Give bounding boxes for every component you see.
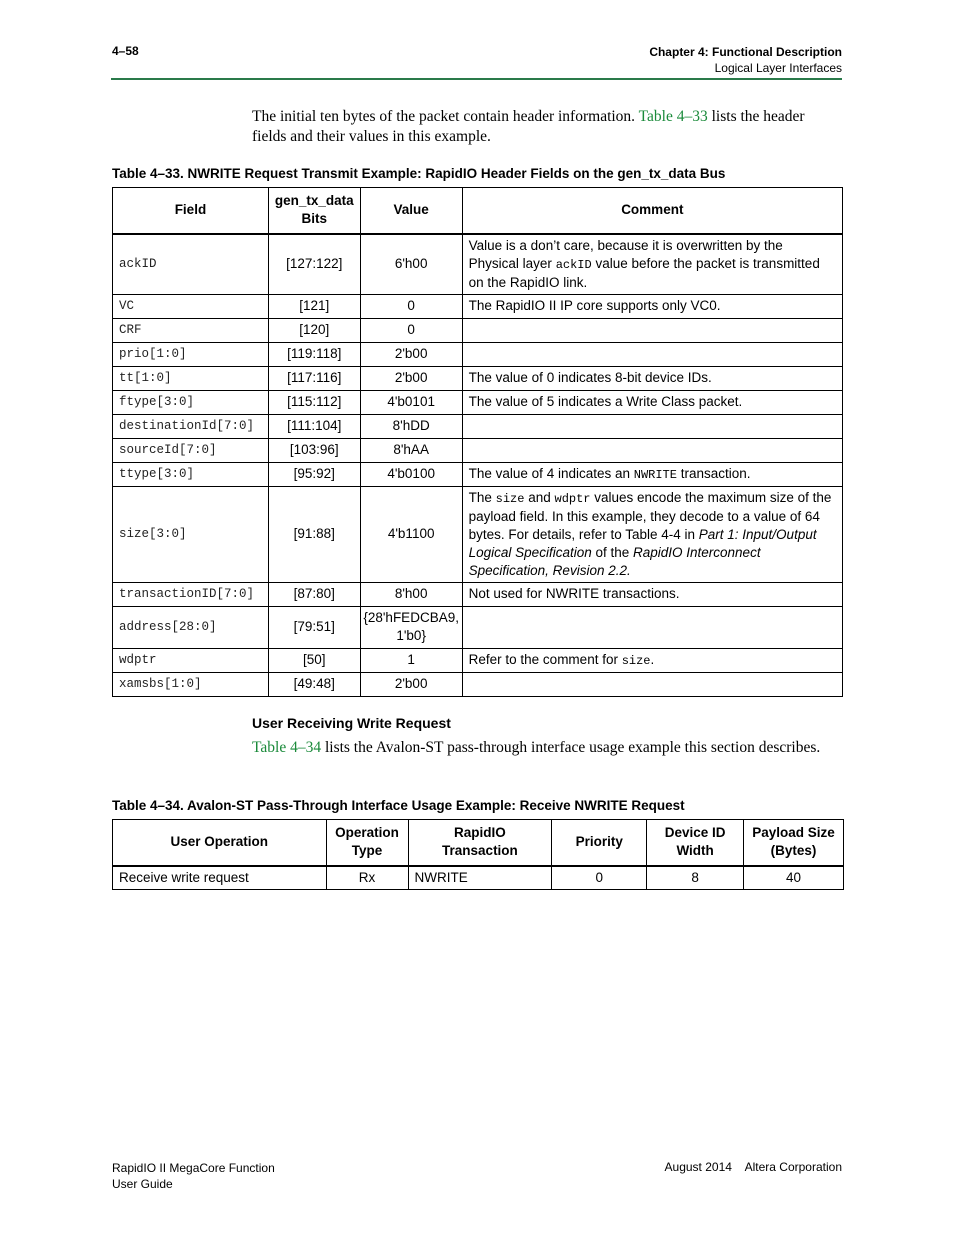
table-row [113, 648, 843, 672]
bits-cell: [95:92] [268, 462, 360, 486]
field-cell: ackID [113, 234, 269, 295]
bits-cell: [49:48] [268, 672, 360, 696]
field-cell: wdptr [113, 648, 269, 672]
payload-size-cell: 40 [744, 866, 844, 890]
comment-cell [462, 318, 842, 342]
operation-type-cell: Rx [326, 866, 408, 890]
table-row [113, 438, 843, 462]
comment-cell [462, 438, 842, 462]
col-header-bits: gen_tx_data Bits [268, 188, 360, 234]
col-header-operation-type: Operation Type [326, 820, 408, 866]
value-cell: 0 [360, 294, 462, 318]
table-row [113, 486, 843, 582]
subsection-paragraph [252, 738, 822, 758]
chapter-title: Chapter 4: Functional Description [649, 45, 842, 59]
header-fields-table [112, 187, 843, 697]
comment-cell: The size and wdptr values encode the maximum size of the payload field. In this example, they decode to a value of 64 bytes. For details, refer to Table 4-4 in Part 1: Input/Output Logical Specification of the RapidIO Interconnect Specification, Revision 2.2. [462, 486, 842, 582]
comment-cell [462, 342, 842, 366]
comment-cell: The RapidIO II IP core supports only VC0. [462, 294, 842, 318]
footer-right [665, 1160, 842, 1174]
bits-cell: [87:80] [268, 582, 360, 606]
value-cell: 8'hDD [360, 414, 462, 438]
document-type: User Guide [112, 1177, 173, 1191]
field-cell: CRF [113, 318, 269, 342]
header-rule [111, 78, 842, 80]
table-4-33-link[interactable]: Table 4–33 [638, 108, 708, 125]
intro-text-end: lists the header fields and their values in this example. [252, 108, 805, 145]
intro-paragraph [252, 107, 822, 147]
field-cell: prio[1:0] [113, 342, 269, 366]
table-row [113, 294, 843, 318]
table-row [113, 414, 843, 438]
bits-cell: [120] [268, 318, 360, 342]
col-header-device-id-width: Device ID Width [647, 820, 744, 866]
field-cell: tt[1:0] [113, 366, 269, 390]
section-title: Logical Layer Interfaces [714, 61, 842, 75]
field-cell: sourceId[7:0] [113, 438, 269, 462]
bits-cell: [111:104] [268, 414, 360, 438]
value-cell: 2'b00 [360, 366, 462, 390]
field-cell: ftype[3:0] [113, 390, 269, 414]
table2-caption: Table 4–34. Avalon-ST Pass-Through Interface Usage Example: Receive NWRITE Request [112, 798, 685, 813]
value-cell: 8'h00 [360, 582, 462, 606]
usage-example-table [112, 819, 844, 890]
comment-cell: The value of 5 indicates a Write Class packet. [462, 390, 842, 414]
field-cell: xamsbs[1:0] [113, 672, 269, 696]
value-cell: 8'hAA [360, 438, 462, 462]
value-cell: 4'b1100 [360, 486, 462, 582]
col-header-priority: Priority [552, 820, 647, 866]
value-cell: 2'b00 [360, 672, 462, 696]
comment-cell: Value is a don’t care, because it is overwritten by the Physical layer ackID value before the packet is transmitted on the RapidIO link. [462, 234, 842, 295]
comment-cell [462, 606, 842, 648]
bits-cell: [79:51] [268, 606, 360, 648]
bits-cell: [121] [268, 294, 360, 318]
transaction-cell: NWRITE [408, 866, 552, 890]
table-row [113, 342, 843, 366]
running-header [649, 44, 842, 76]
col-header-user-operation: User Operation [113, 820, 327, 866]
bits-cell: [127:122] [268, 234, 360, 295]
col-header-comment: Comment [462, 188, 842, 234]
value-cell: 0 [360, 318, 462, 342]
bits-cell: [119:118] [268, 342, 360, 366]
comment-cell: Refer to the comment for size. [462, 648, 842, 672]
table-row [113, 866, 844, 890]
page-number: 4–58 [112, 44, 139, 58]
table-row [113, 582, 843, 606]
field-cell: ttype[3:0] [113, 462, 269, 486]
field-cell: destinationId[7:0] [113, 414, 269, 438]
priority-cell: 0 [552, 866, 647, 890]
subsection-text: lists the Avalon-ST pass-through interface usage example this section describes. [324, 739, 821, 756]
field-cell: VC [113, 294, 269, 318]
comment-cell: The value of 0 indicates 8-bit device IDs. [462, 366, 842, 390]
table-row [113, 672, 843, 696]
footer-left [112, 1160, 275, 1192]
field-cell: address[28:0] [113, 606, 269, 648]
field-cell: transactionID[7:0] [113, 582, 269, 606]
table-row [113, 462, 843, 486]
table-row [113, 318, 843, 342]
value-cell: 2'b00 [360, 342, 462, 366]
field-cell: size[3:0] [113, 486, 269, 582]
comment-cell: Not used for NWRITE transactions. [462, 582, 842, 606]
bits-cell: [50] [268, 648, 360, 672]
value-cell: 4'b0101 [360, 390, 462, 414]
product-name: RapidIO II MegaCore Function [112, 1161, 275, 1175]
intro-text: The initial ten bytes of the packet contain header information. [252, 108, 636, 125]
value-cell: 1 [360, 648, 462, 672]
table1-caption: Table 4–33. NWRITE Request Transmit Example: RapidIO Header Fields on the gen_tx_data Bus [112, 166, 726, 181]
col-header-rapidio-transaction: RapidIO Transaction [408, 820, 552, 866]
comment-cell [462, 414, 842, 438]
table-row [113, 234, 843, 295]
subsection-title: User Receiving Write Request [252, 715, 451, 731]
col-header-value: Value [360, 188, 462, 234]
table-row [113, 606, 843, 648]
user-operation-cell: Receive write request [113, 866, 327, 890]
device-id-width-cell: 8 [647, 866, 744, 890]
comment-cell [462, 672, 842, 696]
bits-cell: [115:112] [268, 390, 360, 414]
table-header-row [113, 188, 843, 234]
value-cell: 4'b0100 [360, 462, 462, 486]
bits-cell: [117:116] [268, 366, 360, 390]
company-name: Altera Corporation [744, 1160, 842, 1174]
bits-cell: [91:88] [268, 486, 360, 582]
bits-cell: [103:96] [268, 438, 360, 462]
table-row [113, 366, 843, 390]
value-cell: 6'h00 [360, 234, 462, 295]
table-4-34-link[interactable]: Table 4–34 [252, 739, 322, 756]
publication-date: August 2014 [664, 1160, 732, 1174]
value-cell: {28'hFEDCBA9, 1'b0} [360, 606, 462, 648]
col-header-field: Field [113, 188, 269, 234]
comment-cell: The value of 4 indicates an NWRITE transaction. [462, 462, 842, 486]
table-row [113, 390, 843, 414]
col-header-payload-size: Payload Size (Bytes) [744, 820, 844, 866]
table-header-row [113, 820, 844, 866]
